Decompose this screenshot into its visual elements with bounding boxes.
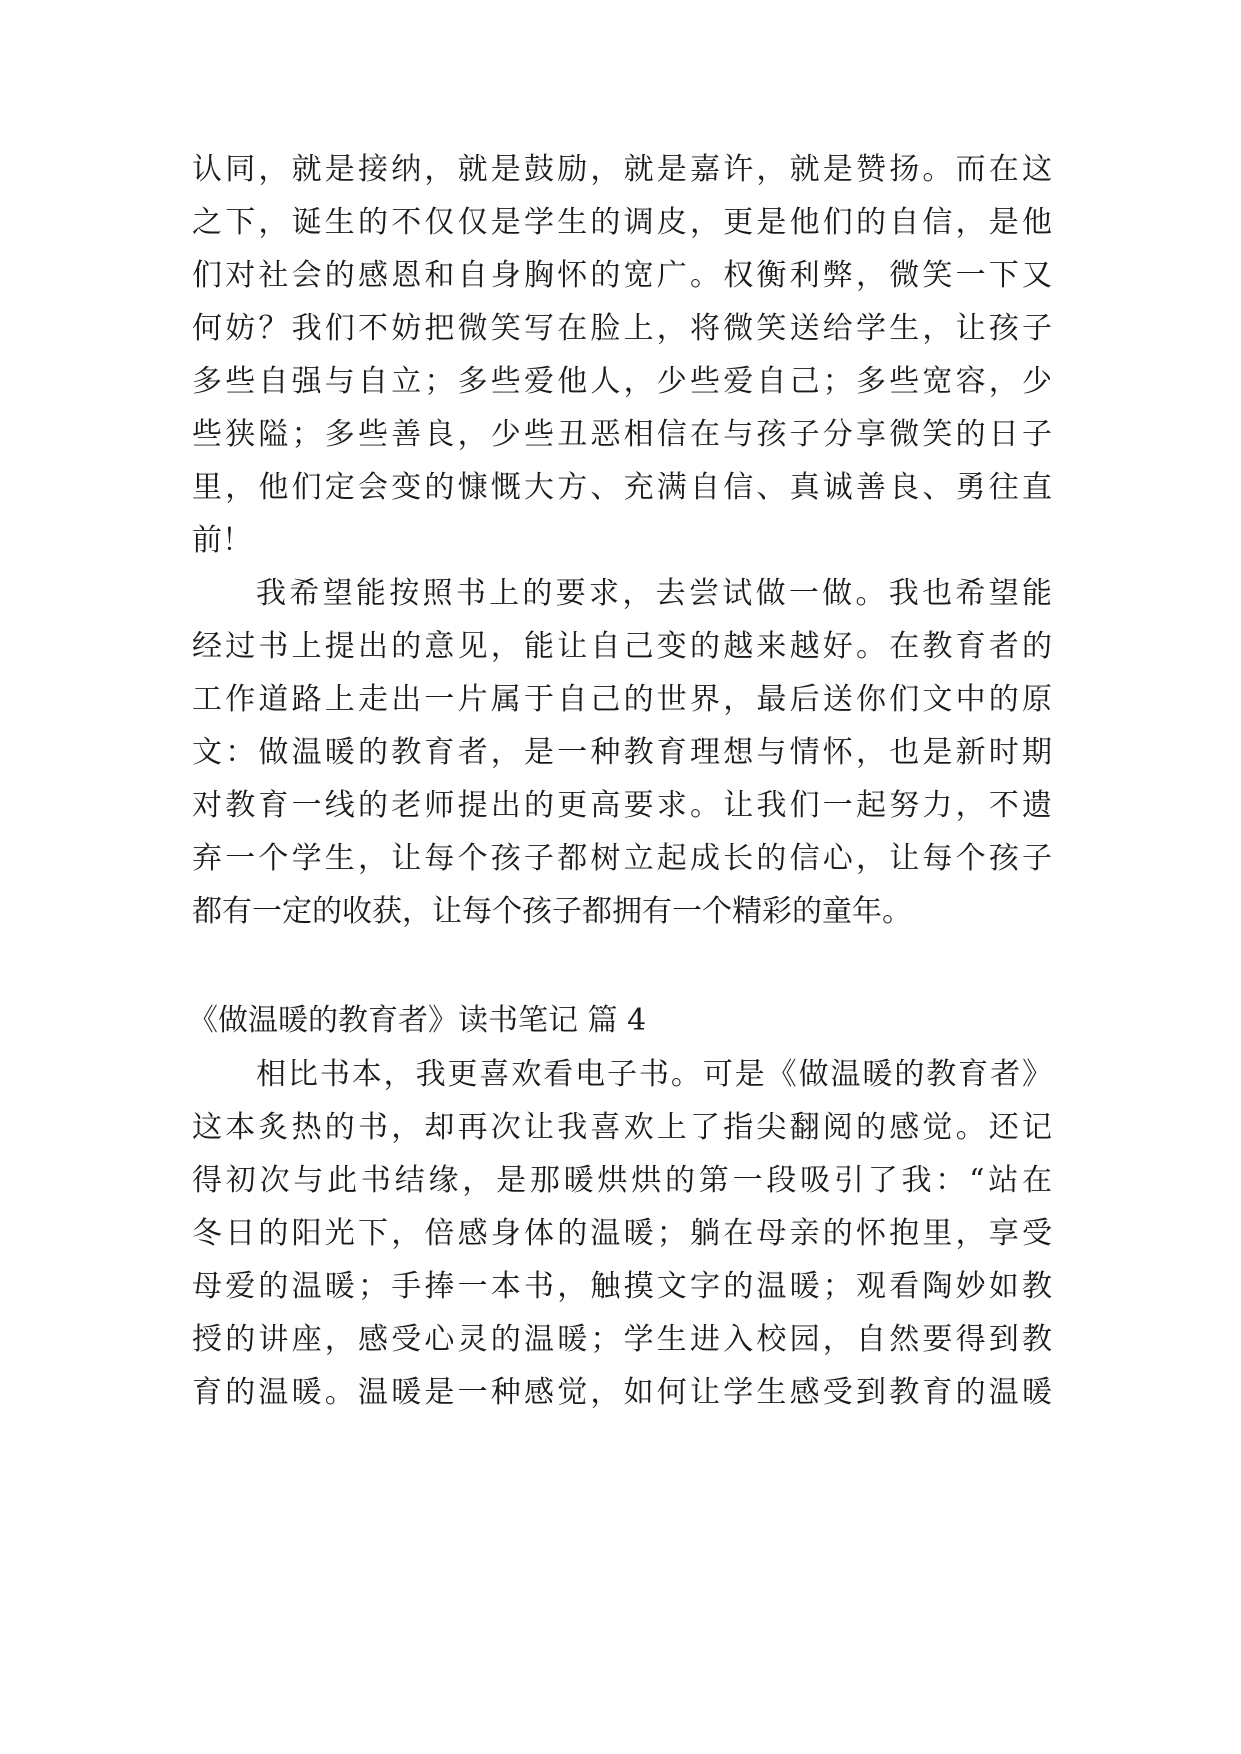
paragraph-line: 之下，诞生的不仅仅是学生的调皮，更是他们的自信，是他	[192, 205, 1052, 240]
paragraph-line: 得初次与此书结缘，是那暖烘烘的第一段吸引了我：“站在	[192, 1163, 1052, 1198]
paragraph-line: 文：做温暖的教育者，是一种教育理想与情怀，也是新时期	[192, 735, 1052, 770]
paragraph-line: 弃一个学生，让每个孩子都树立起成长的信心，让每个孩子	[192, 841, 1052, 876]
paragraph-line: 都有一定的收获，让每个孩子都拥有一个精彩的童年。	[192, 894, 912, 929]
paragraph-line: 多些自强与自立；多些爱他人，少些爱自己；多些宽容，少	[192, 364, 1052, 399]
paragraph-line: 认同，就是接纳，就是鼓励，就是嘉许，就是赞扬。而在这	[192, 152, 1052, 187]
paragraph-line: 前！	[192, 523, 252, 558]
paragraph-line: 这本炙热的书，却再次让我喜欢上了指尖翻阅的感觉。还记	[192, 1110, 1052, 1145]
section-heading: 《做温暖的教育者》读书笔记 篇 4	[188, 1003, 647, 1038]
paragraph-line: 母爱的温暖；手捧一本书，触摸文字的温暖；观看陶妙如教	[192, 1269, 1052, 1304]
paragraph-line: 些狭隘；多些善良，少些丑恶相信在与孩子分享微笑的日子	[192, 417, 1052, 452]
paragraph-line: 育的温暖。温暖是一种感觉，如何让学生感受到教育的温暖	[192, 1375, 1052, 1410]
paragraph-line: 里，他们定会变的慷慨大方、充满自信、真诚善良、勇往直	[192, 470, 1052, 505]
paragraph-line: 冬日的阳光下，倍感身体的温暖；躺在母亲的怀抱里，享受	[192, 1216, 1052, 1251]
paragraph-line: 何妨？我们不妨把微笑写在脸上，将微笑送给学生，让孩子	[192, 311, 1052, 346]
paragraph-line: 我希望能按照书上的要求，去尝试做一做。我也希望能	[256, 576, 1052, 611]
paragraph-line: 们对社会的感恩和自身胸怀的宽广。权衡利弊，微笑一下又	[192, 258, 1052, 293]
paragraph-line: 经过书上提出的意见，能让自己变的越来越好。在教育者的	[192, 629, 1052, 664]
paragraph-line: 授的讲座，感受心灵的温暖；学生进入校园，自然要得到教	[192, 1322, 1052, 1357]
paragraph-line: 相比书本，我更喜欢看电子书。可是《做温暖的教育者》	[256, 1057, 1052, 1092]
paragraph-line: 对教育一线的老师提出的更高要求。让我们一起努力，不遗	[192, 788, 1052, 823]
paragraph-line: 工作道路上走出一片属于自己的世界，最后送你们文中的原	[192, 682, 1052, 717]
